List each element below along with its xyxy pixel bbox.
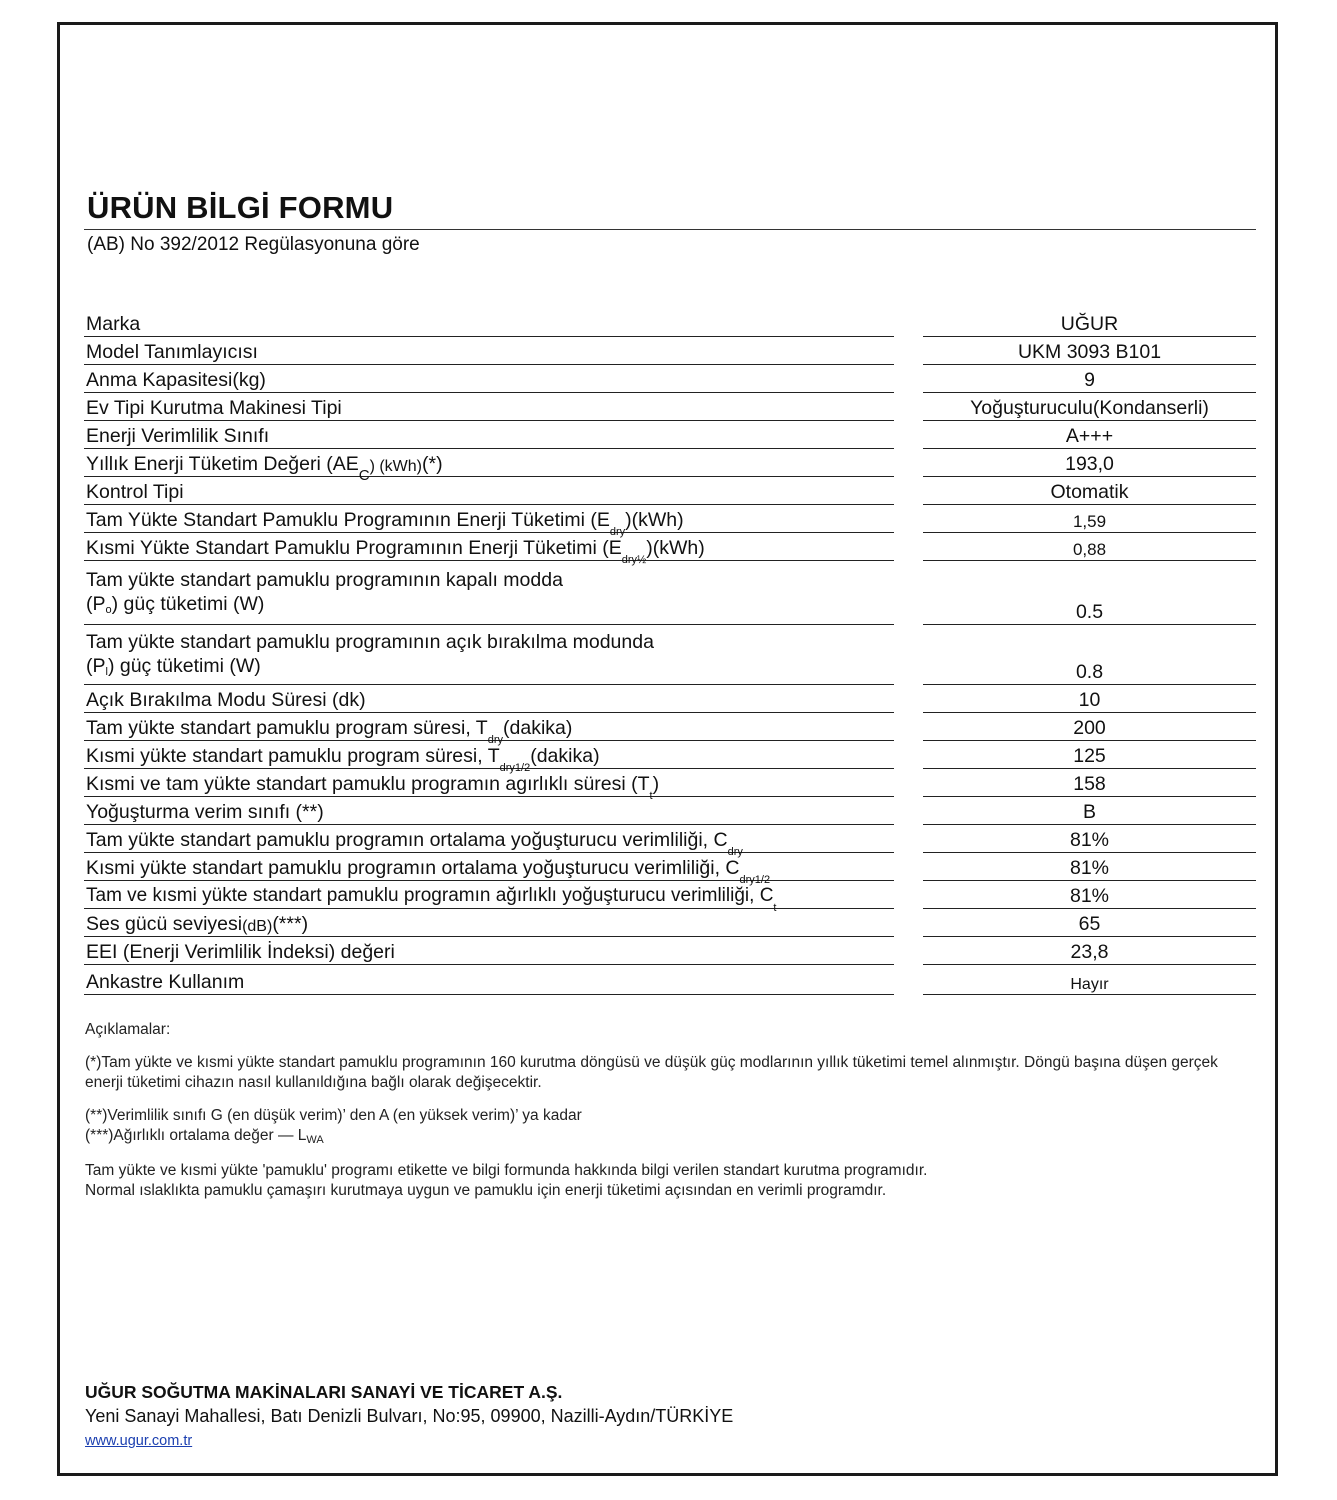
label-suffix: (dakika) [503, 716, 573, 739]
label-suffix: )(kWh) [646, 536, 705, 559]
notes-heading: Açıklamalar: [85, 1021, 171, 1038]
label-text: Yıllık Enerji Tüketim Değeri (AE [86, 452, 359, 475]
table-row [84, 881, 1256, 914]
note-subscript: WA [306, 1134, 324, 1146]
label-text: Kısmi ve tam yükte standart pamuklu programın agırlıklı süresi (T [86, 772, 650, 795]
row-label: Yıllık Enerji Tüketim Değeri (AE C ) (kWh) (*) [84, 449, 894, 477]
regulation-subtitle: (AB) No 392/2012 Regülasyonuna göre [87, 234, 420, 255]
title-divider [84, 229, 1256, 230]
page-title: ÜRÜN BİLGİ FORMU [87, 190, 394, 225]
row-value: 125 [923, 741, 1256, 769]
row-label: Tam ve kısmi yükte standart pamuklu programın ağırlıklı yoğuşturucu verimliliği, C t [84, 881, 894, 909]
row-label: Açık Bırakılma Modu Süresi (dk) [84, 685, 894, 713]
row-value: 158 [923, 769, 1256, 797]
table-row [84, 769, 1256, 802]
table-row [84, 365, 1256, 393]
table-row [84, 797, 1256, 825]
row-label: Tam Yükte Standart Pamuklu Programının Enerji Tüketimi (E dry )(kWh) [84, 505, 894, 533]
label-suffix: (dakika) [530, 744, 600, 767]
table-row [84, 337, 1256, 365]
row-label: EEI (Enerji Verimlilik İndeksi) değeri [84, 937, 894, 965]
table-row [84, 561, 1256, 625]
row-label: Kısmi yükte standart pamuklu program süresi, T dry1/2 (dakika) [84, 741, 894, 769]
label-text: Kısmi Yükte Standart Pamuklu Programının Enerji Tüketimi (E [86, 536, 622, 559]
table-row [84, 825, 1256, 858]
row-label: Kısmi yükte standart pamuklu programın ortalama yoğuşturucu verimliliği, C dry1/2 [84, 853, 894, 881]
row-value: B [923, 797, 1256, 825]
label-suffix: )(kWh) [625, 508, 684, 531]
label-text: Tam ve kısmi yükte standart pamuklu programın ağırlıklı yoğuşturucu verimliliği, C [86, 885, 774, 907]
row-label: Tam yükte standart pamuklu program süresi, T dry (dakika) [84, 713, 894, 741]
label-text: Tam yükte standart pamuklu program süresi, T [86, 716, 488, 739]
note-cotton-program: Tam yükte ve kısmi yükte 'pamuklu' programı etikette ve bilgi formunda hakkında bilgi verilen standart kurutma programıdır. [85, 1162, 928, 1179]
table-row [84, 393, 1256, 421]
table-row [84, 965, 1256, 995]
table-row [84, 505, 1256, 538]
row-value: 10 [923, 685, 1256, 713]
label-subscript: o [105, 603, 112, 616]
row-value: 1,59 [923, 505, 1256, 533]
row-label: Marka [84, 309, 894, 337]
row-label: Kısmi Yükte Standart Pamuklu Programının Enerji Tüketimi (E dry½ )(kWh) [84, 533, 894, 561]
row-value: UĞUR [923, 309, 1256, 337]
company-address: Yeni Sanayi Mahallesi, Batı Denizli Bulvarı, No:95, 09900, Nazilli-Aydın/TÜRKİYE [85, 1406, 734, 1426]
row-label [84, 561, 894, 625]
website-link[interactable]: www.ugur.com.tr [85, 1433, 193, 1449]
label-suffix: ) [652, 772, 660, 795]
label-suffix: ) güç tüketimi (W) [111, 592, 265, 615]
row-label: Model Tanımlayıcısı [84, 337, 894, 365]
row-value: 0.5 [923, 561, 1256, 625]
label-line-2 [86, 655, 894, 678]
row-label [84, 909, 894, 937]
table-row [84, 477, 1256, 505]
table-row [84, 421, 1256, 449]
label-text: Ses gücü seviyesi [86, 912, 243, 935]
label-text: Tam Yükte Standart Pamuklu Programının Enerji Tüketimi (E [86, 508, 610, 531]
table-row [84, 713, 1256, 746]
row-value: 193,0 [923, 449, 1256, 477]
row-label: Ankastre Kullanım [84, 965, 894, 995]
company-name: UĞUR SOĞUTMA MAKİNALARI SANAYİ VE TİCARET A.Ş. [85, 1382, 563, 1402]
row-value: 0,88 [923, 533, 1256, 561]
label-text: (P [86, 592, 106, 615]
note-cotton-program-2: Normal ıslaklıkta pamuklu çamaşırı kurutmaya uygun ve pamuklu için enerji tüketimi açısından en verimli programdır. [85, 1182, 887, 1199]
row-label: Enerji Verimlilik Sınıfı [84, 421, 894, 449]
table-row [84, 309, 1256, 337]
row-value: 200 [923, 713, 1256, 741]
row-value: 81% [923, 853, 1256, 881]
label-suffix: ) güç tüketimi (W) [107, 654, 261, 677]
row-value: 65 [923, 909, 1256, 937]
label-text: (P [86, 654, 106, 677]
row-label: Kontrol Tipi [84, 477, 894, 505]
row-value: 0.8 [923, 625, 1256, 685]
row-value: Hayır [923, 965, 1256, 995]
row-value: Yoğuşturuculu(Kondanserli) [923, 393, 1256, 421]
row-label: Anma Kapasitesi(kg) [84, 365, 894, 393]
label-line-1: Tam yükte standart pamuklu programının açık bırakılma modunda [86, 631, 654, 654]
row-value: 23,8 [923, 937, 1256, 965]
table-row [84, 685, 1256, 713]
row-value: 81% [923, 825, 1256, 853]
row-label: Yoğuşturma verim sınıfı (**) [84, 797, 894, 825]
table-row [84, 741, 1256, 774]
label-text: Kısmi yükte standart pamuklu programın ortalama yoğuşturucu verimliliği, C [86, 856, 740, 879]
label-text: Kısmi yükte standart pamuklu program süresi, T [86, 744, 500, 767]
table-row [84, 937, 1256, 965]
label-unit: ) (kWh) [369, 457, 423, 475]
table-row [84, 853, 1256, 886]
note-efficiency-class: (**)Verimlilik sınıfı G (en düşük verim)’ den A (en yüksek verim)’ ya kadar [85, 1107, 582, 1124]
product-info-table [84, 309, 1256, 995]
note-text: (***)Ağırlıklı ortalama değer — L [85, 1127, 307, 1144]
label-unit: (dB) [242, 917, 273, 935]
table-row [84, 909, 1256, 937]
label-subscript: l [105, 665, 108, 678]
table-row [84, 625, 1256, 685]
row-value: 9 [923, 365, 1256, 393]
label-suffix: (***) [272, 912, 309, 935]
row-label [84, 625, 894, 685]
table-row [84, 533, 1256, 566]
note-annual-energy: (*)Tam yükte ve kısmi yükte standart pamuklu programının 160 kurutma döngüsü ve düşük güç modlarının yıllık tüketimi temel alınmıştır. Döngü başına düşen gerçek enerji tüketimi cihazın nasıl kullanıldığına bağlı olarak değişecektir. [85, 1054, 1218, 1091]
row-value: UKM 3093 B101 [923, 337, 1256, 365]
row-label: Ev Tipi Kurutma Makinesi Tipi [84, 393, 894, 421]
row-value: 81% [923, 881, 1256, 909]
label-suffix: (*) [422, 452, 443, 475]
note-weighted-average [85, 1126, 1235, 1146]
label-text: Tam yükte standart pamuklu programın ortalama yoğuşturucu verimliliği, C [86, 828, 728, 851]
row-label: Kısmi ve tam yükte standart pamuklu programın agırlıklı süresi (T t ) [84, 769, 894, 797]
row-label: Tam yükte standart pamuklu programın ortalama yoğuşturucu verimliliği, C dry [84, 825, 894, 853]
label-line-2 [86, 593, 894, 616]
explanatory-notes [85, 1020, 1235, 1201]
label-line-1: Tam yükte standart pamuklu programının kapalı modda [86, 569, 563, 592]
row-value: Otomatik [923, 477, 1256, 505]
table-row [84, 449, 1256, 484]
row-value: A+++ [923, 421, 1256, 449]
